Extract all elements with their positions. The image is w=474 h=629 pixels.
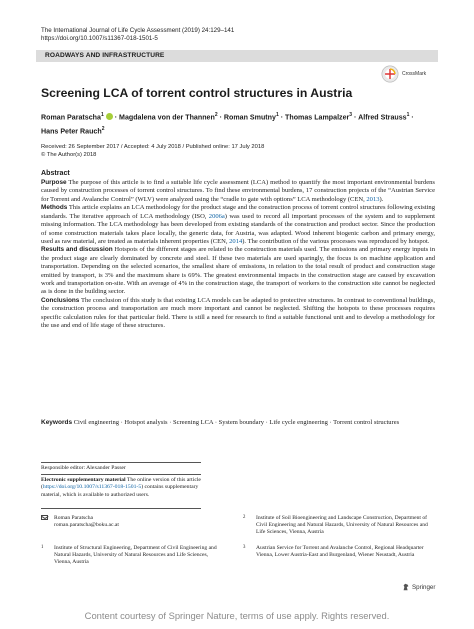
- author-name[interactable]: Thomas Lampalzer: [285, 113, 350, 122]
- author-name[interactable]: Roman Paratscha: [41, 113, 101, 122]
- orcid-icon[interactable]: [106, 113, 113, 120]
- esm-text-end: ) contains supplementary material, which is available to authorized users.: [41, 484, 199, 498]
- author-name[interactable]: Hans Peter Rauch: [41, 127, 102, 136]
- methods-label: Methods: [41, 204, 68, 212]
- copyright: © The Author(s) 2018: [41, 152, 97, 159]
- crossmark-icon: [381, 65, 399, 83]
- footnote-divider: [41, 508, 201, 509]
- keywords-label: Keywords: [41, 419, 73, 426]
- purpose-end: ).: [379, 195, 384, 203]
- article-title: Screening LCA of torrent control structures in Austria: [41, 86, 353, 100]
- courtesy-notice: Content courtesy of Springer Nature, terms of use apply. Rights reserved.: [84, 610, 390, 621]
- mail-icon: [41, 515, 48, 520]
- author-affiliation-mark: 2: [214, 112, 218, 118]
- journal-header: [41, 27, 234, 43]
- author-name[interactable]: Roman Smutny: [223, 113, 276, 122]
- abstract-results: [41, 246, 435, 297]
- author-list: Roman Paratscha$^1$ · Magdalena von der Thannen$^2$ · Roman Smutny$^1$ · Thomas Lampalzer$^3$ · Alfred Strauss$^1$ · Hans Peter Rauch$^2$: [41, 112, 414, 136]
- esm-link[interactable]: https://doi.org/10.1007/s11367-018-1501-5: [42, 484, 142, 491]
- corresponding-author: [41, 515, 221, 531]
- affiliation-number: 1: [41, 545, 44, 550]
- affiliation-text: Austrian Service for Torrent and Avalanche Control, Regional Headquarter Vienna, Lower Austria-East and Burgenland, Wiener Neustadt, Austria: [256, 545, 424, 559]
- affiliation-2: [243, 515, 435, 545]
- corresponding-text: [54, 515, 119, 529]
- citation-link[interactable]: 2006a: [208, 212, 225, 220]
- springer-horse-icon: [402, 583, 410, 591]
- supplementary-note: Electronic supplementary material The online version of this article (https://doi.org/10.1007/s11367-018-1501-5) contains supplementary material, which is available to authorized users.: [41, 477, 201, 498]
- author-affiliation-mark: 1: [100, 112, 104, 118]
- publisher-name: Springer: [412, 583, 436, 591]
- footnote-divider: [41, 474, 201, 475]
- results-label: Results and discussion: [41, 246, 113, 254]
- affiliation-number: 3: [243, 545, 246, 550]
- abstract-body: [41, 179, 435, 331]
- author-affiliation-mark: 2: [101, 125, 105, 132]
- author-name[interactable]: Magdalena von der Thannen: [119, 113, 215, 122]
- conclusions-label: Conclusions: [41, 296, 80, 304]
- affiliation-text: Institute of Soil Bioengineering and Landscape Construction, Department of Civil Engineering and Natural Hazards, University of Natural Resources and Life Sciences, Vienna, Austria: [256, 515, 428, 536]
- crossmark-badge[interactable]: [381, 63, 435, 85]
- author-affiliation-mark: 1: [406, 112, 410, 118]
- publication-dates: [41, 143, 264, 160]
- keywords: [41, 419, 435, 427]
- author-name[interactable]: Alfred Strauss: [358, 113, 407, 122]
- affiliation-3: [243, 545, 435, 575]
- section-label: ROADWAYS AND INFRASTRUCTURE: [36, 50, 438, 62]
- corresponding-name: Roman Paratscha: [54, 515, 93, 521]
- history-dates: Received: 26 September 2017 / Accepted: 4 July 2018 / Published online: 17 July 2018: [41, 144, 265, 150]
- citation-link[interactable]: 2014: [229, 237, 243, 245]
- abstract-conclusions: [41, 297, 435, 331]
- purpose-label: Purpose: [41, 179, 67, 186]
- author-affiliation-mark: 3: [349, 112, 353, 118]
- methods-mid: ) was used to record all important processes of the system and to supplement missing information. The LCA methodology has been developed from existing standards of the construction and product sector. Since the production of some construction materials takes place locally, the generic data, for Austria, was adapted. Wood inherent biogenic carbon and primary energy, used as raw material, are treated as materials inherent properties (CEN,: [41, 212, 436, 245]
- publisher-logo: [402, 583, 435, 591]
- affiliation-text: Institute of Structural Engineering, Department of Civil Engineering and Natural Hazards, University of Natural Resources and Life Sciences, Vienna, Austria: [54, 545, 217, 566]
- conclusions-text: The conclusion of this study is that existing LCA models can be adapted to protective structures. In contrast to conventional buildings, the construction process and transportation are much more important and cannot be neglected. Shifting the hotspots to these processes requires specific calculation rules for that particular field. There is still a need for research to find a suitable functional unit and to develop a methodology for the use and end of life stage of these structures.: [41, 296, 435, 330]
- author-affiliation-mark: 1: [275, 112, 279, 118]
- responsible-editor: Responsible editor: Alexander Passer: [41, 465, 126, 471]
- esm-text: The online version of this article: [125, 477, 201, 483]
- affiliation-number: 2: [243, 515, 246, 520]
- crossmark-label: CrossMark: [402, 71, 427, 77]
- corresponding-email[interactable]: roman.paratscha@boku.ac.at: [54, 522, 119, 529]
- doi-link[interactable]: https://doi.org/10.1007/s11367-018-1501-5: [41, 35, 158, 43]
- footnote-divider: [41, 462, 201, 463]
- purpose-text: The purpose of this article is to find a suitable life cycle assessment (LCA) method to quantify the most important environmental burdens caused by construction processes of torrent control structures. To find these environmental burdens, 17 construction projects of the “Austrian Service for Torrent and Avalanche Control” (WLV) were analyzed using the “cradle to gate with options” LCA methodology (CEN,: [41, 179, 435, 203]
- journal-citation: The International Journal of Life Cycle Assessment (2019) 24:129–141: [41, 27, 235, 34]
- esm-label: Electronic supplementary material: [41, 477, 126, 483]
- methods-text: This article explains an LCA methodology for the product stage and the construction process of torrent control structures following existing standards. The iterative approach of LCA methodology (ISO,: [41, 204, 435, 220]
- abstract-purpose: [41, 179, 435, 204]
- abstract-methods: [41, 204, 435, 246]
- affiliation-1: [41, 545, 226, 575]
- citation-link[interactable]: 2013: [366, 195, 380, 203]
- keywords-text: Civil engineering · Hotspot analysis · Screening LCA · System boundary · Life cycle engineering · Torrent control structures: [73, 419, 400, 426]
- methods-end: ). The contribution of the various processes was reproduced by hotspot.: [242, 237, 430, 245]
- results-text: Hotspots of the different stages are related to the construction materials used. The emissions and primary energy inputs in the product stage are clearly dominated by concrete and steel. If these two materials are used sparingly, the focus is on machine application and transportation. Depending on the selected scenarios, the smallest share of emissions, in relation to the total result of product and construction stage emitted by transport, is 3% and the maximum share is 69%. The greatest environmental impacts in the construction stage are caused by excavation work and transportation on-site. With an average of 4% in the construction stage, the transport of workers to the construction site cannot be neglected as is done in the building sector.: [41, 246, 435, 296]
- abstract-heading: Abstract: [41, 169, 70, 177]
